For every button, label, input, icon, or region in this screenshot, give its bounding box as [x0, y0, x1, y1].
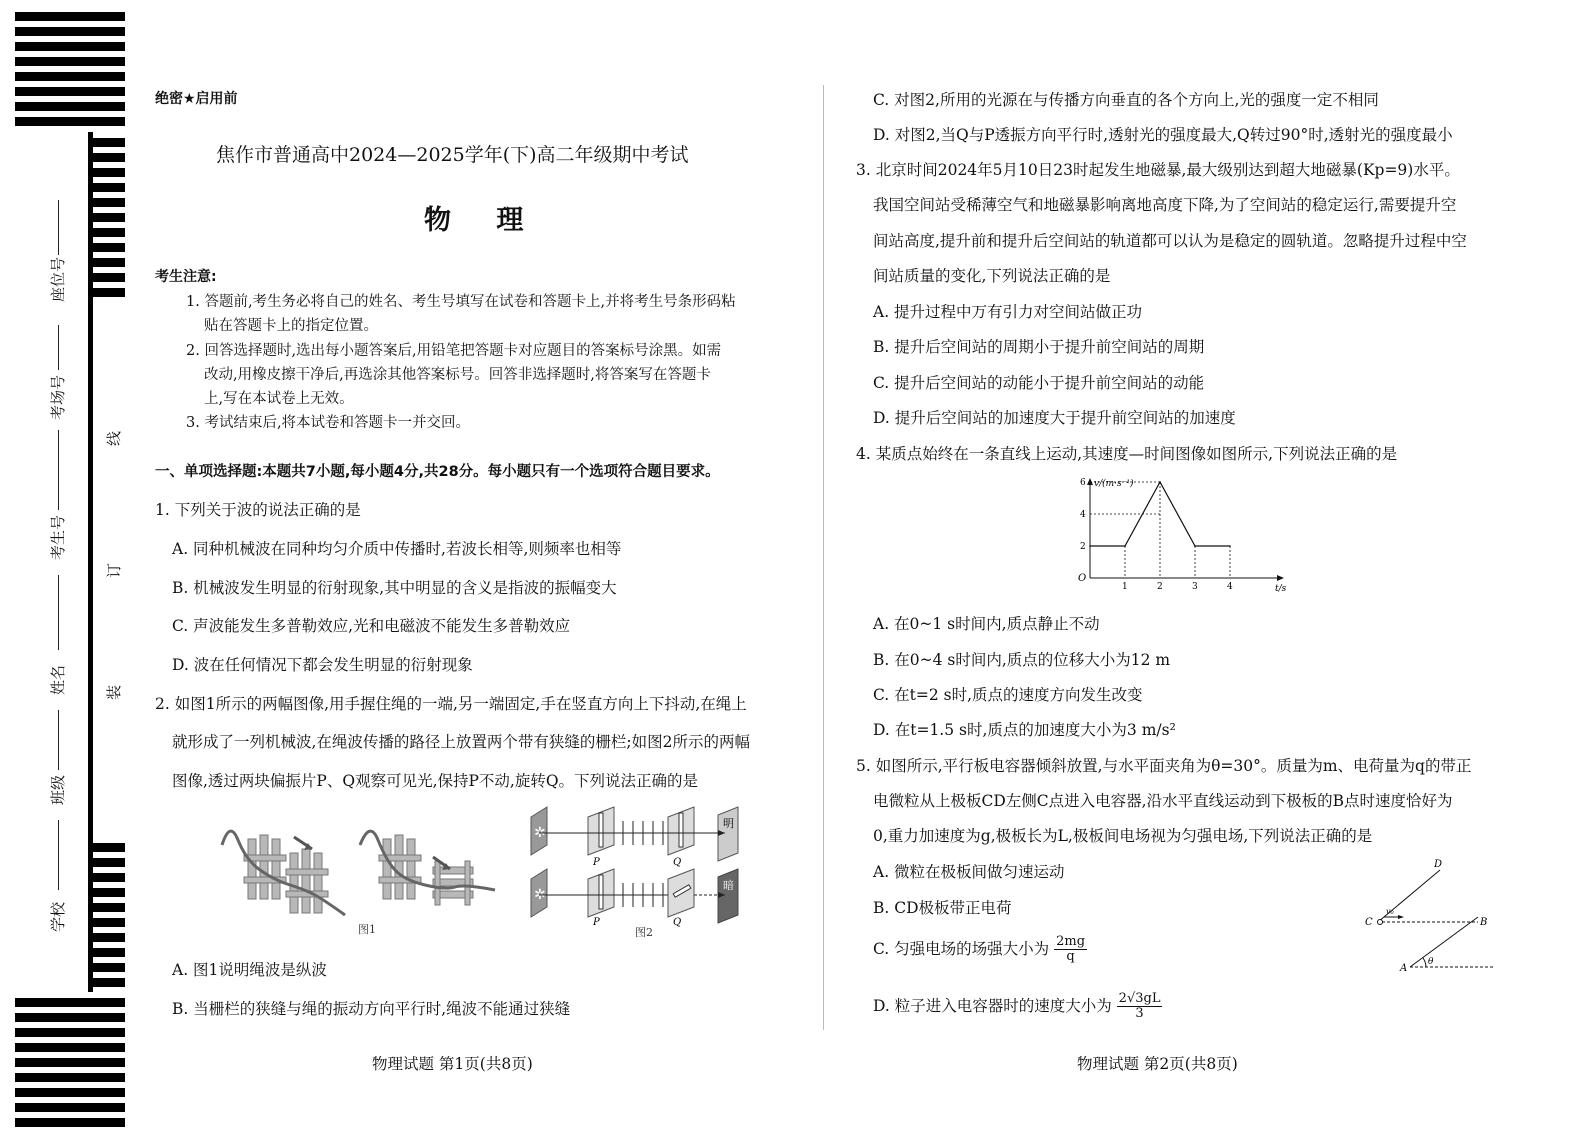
- q3-option-a: A. 提升过程中万有引力对空间站做正功: [873, 303, 1143, 321]
- q2-fig-label-p: P: [593, 857, 600, 868]
- chart-y-tick: 6: [1080, 478, 1086, 488]
- chart-xlabel: t/s: [1275, 584, 1287, 594]
- chart-x-tick: 3: [1192, 582, 1198, 592]
- q3-stem-line: 间站质量的变化,下列说法正确的是: [873, 267, 1111, 285]
- q4-option-d: D. 在t=1.5 s时,质点的加速度大小为3 m/s²: [873, 721, 1176, 739]
- notice-item: 2. 回答选择题时,选出每小题答案后,用铅笔把答题卡对应题目的答案标号涂黑。如需: [186, 343, 722, 359]
- q4-stem: 4. 某质点始终在一条直线上运动,其速度—时间图像如图所示,下列说法正确的是: [856, 445, 1398, 463]
- q2-fig-label-q: Q: [673, 857, 682, 868]
- side-label-room: 考场号: [49, 374, 67, 420]
- q5-stem-line: 电微粒从上极板CD左侧C点进入电容器,沿水平直线运动到下极板的B点时速度恰好为: [873, 792, 1453, 810]
- q5-option-d-row: [873, 992, 1162, 1022]
- q2-stem-line: 图像,透过两块偏振片P、Q观察可见光,保持P不动,旋转Q。下列说法正确的是: [172, 772, 699, 790]
- q5-option-c-fraction: [1054, 935, 1087, 965]
- frac-numerator: 2√3gL: [1118, 991, 1161, 1006]
- q5-option-a: A. 微粒在极板间做匀速运动: [873, 863, 1065, 881]
- subject-title: 物 理: [424, 205, 542, 236]
- q2-figure-2: [525, 805, 750, 940]
- q2-option-c: C. 对图2,所用的光源在与传播方向垂直的各个方向上,光的强度一定不相同: [873, 91, 1379, 109]
- side-blank-school: [58, 820, 59, 890]
- notice-item: 1. 答题前,考生务必将自己的姓名、考生号填写在试卷和答题卡上,并将考生号条形码粘: [186, 294, 736, 310]
- cap-label-b: B: [1480, 917, 1488, 928]
- chart-point: [1124, 545, 1126, 547]
- q2-option-b: B. 当栅栏的狭缝与绳的振动方向平行时,绳波不能通过狭缝: [172, 1000, 571, 1018]
- q3-stem-line: 3. 北京时间2024年5月10日23时起发生地磁暴,最大级别达到超大地磁暴(Kp=9)水平。: [856, 161, 1460, 179]
- page-divider: [823, 85, 824, 1030]
- chart-point: [1194, 545, 1196, 547]
- svg-text:✲: ✲: [534, 825, 546, 841]
- q1-option-b: B. 机械波发生明显的衍射现象,其中明显的含义是指波的振幅变大: [172, 579, 617, 597]
- q2-figure-1: [220, 815, 520, 940]
- q1-option-d: D. 波在任何情况下都会发生明显的衍射现象: [172, 656, 473, 674]
- page-footer-left: 物理试题 第1页(共8页): [372, 1055, 533, 1073]
- q4-option-c: C. 在t=2 s时,质点的速度方向发生改变: [873, 686, 1143, 704]
- chart-x-arrow: [1277, 575, 1284, 581]
- side-label-seat: 座位号: [49, 256, 67, 302]
- chart-point: [1089, 545, 1091, 547]
- cap-label-v0: v₀: [1386, 907, 1394, 916]
- chart-point: [1159, 481, 1161, 483]
- notice-item: 3. 考试结束后,将本试卷和答题卡一并交回。: [186, 415, 471, 431]
- chart-origin: O: [1078, 573, 1087, 584]
- page-footer-right: 物理试题 第2页(共8页): [1077, 1055, 1238, 1073]
- q2-stem-line: 2. 如图1所示的两幅图像,用手握住绳的一端,另一端固定,手在竖直方向上下抖动,在绳上: [155, 695, 747, 713]
- frac-denominator: q: [1066, 949, 1075, 965]
- chart-point: [1229, 545, 1231, 547]
- q5-capacitor-figure: [1360, 855, 1500, 980]
- frac-denominator: 3: [1135, 1006, 1144, 1022]
- chart-y-tick: 2: [1080, 542, 1086, 552]
- q5-stem-line: 0,重力加速度为g,极板长为L,极板间电场视为匀强电场,下列说法正确的是: [873, 827, 1373, 845]
- q2-fig2-caption: 图2: [635, 926, 653, 939]
- q2-option-d: D. 对图2,当Q与P透振方向平行时,透射光的强度最大,Q转过90°时,透射光的强度最小: [873, 126, 1453, 144]
- q2-fig-label-q: Q: [673, 917, 682, 928]
- q2-stem-line: 就形成了一列机械波,在绳波传播的路径上放置两个带有狭缝的栅栏;如图2所示的两幅: [172, 733, 751, 751]
- side-label-exam-id: 考生号: [49, 514, 67, 560]
- q3-stem-line: 我国空间站受稀薄空气和地磁暴影响离地高度下降,为了空间站的稳定运行,需要提升空: [873, 196, 1457, 214]
- q4-option-b: B. 在0~4 s时间内,质点的位移大小为12 m: [873, 651, 1171, 669]
- q2-fig-label-p: P: [593, 917, 600, 928]
- notice-heading: 考生注意:: [155, 269, 217, 285]
- exam-title: 焦作市普通高中2024—2025学年(下)高二年级期中考试: [216, 144, 689, 166]
- q3-option-d: D. 提升后空间站的加速度大于提升前空间站的加速度: [873, 409, 1236, 427]
- notice-item: 上,写在本试卷上无效。: [204, 391, 354, 407]
- q4-option-a: A. 在0~1 s时间内,质点静止不动: [873, 615, 1100, 633]
- q5-option-c-row: [873, 935, 1087, 965]
- q5-option-d-fraction: [1117, 992, 1163, 1022]
- side-blank-seat: [58, 200, 59, 255]
- side-label-name: 姓名: [49, 664, 67, 695]
- q5-option-d: D. 粒子进入电容器时的速度大小为: [873, 996, 1112, 1015]
- q2-fig-label-dark: 暗: [723, 879, 734, 892]
- notice-item: 改动,用橡皮擦干净后,再选涂其他答案标号。回答非选择题时,将答案写在答题卡: [204, 367, 711, 383]
- svg-text:✲: ✲: [534, 887, 546, 903]
- frac-numerator: 2mg: [1056, 934, 1086, 949]
- side-label-class: 班级: [49, 774, 67, 805]
- bind-mark-bind: 装: [105, 684, 123, 700]
- bind-mark-line: 线: [105, 430, 123, 446]
- q1-option-a: A. 同种机械波在同种均匀介质中传播时,若波长相等,则频率也相等: [172, 540, 622, 558]
- side-blank-class: [58, 710, 59, 770]
- q5-stem-line: 5. 如图所示,平行板电容器倾斜放置,与水平面夹角为θ=30°。质量为m、电荷量为q的带正: [856, 757, 1472, 775]
- chart-y-arrow: [1087, 478, 1093, 485]
- q4-vt-chart: [1070, 475, 1295, 600]
- cap-label-theta: θ: [1428, 957, 1434, 967]
- chart-y-tick: 4: [1080, 510, 1086, 520]
- q5-option-b: B. CD极板带正电荷: [873, 899, 1012, 917]
- q2-fig1-caption: 图1: [358, 923, 376, 936]
- side-blank-exam-id: [58, 430, 59, 510]
- chart-ylabel: v/(m·s⁻¹): [1094, 479, 1134, 489]
- side-label-school: 学校: [49, 901, 67, 932]
- section-heading: 一、单项选择题:本题共7小题,每小题4分,共28分。每小题只有一个选项符合题目要求。: [155, 464, 720, 480]
- q3-stem-line: 间站高度,提升前和提升后空间站的轨道都可以认为是稳定的圆轨道。忽略提升过程中空: [873, 232, 1467, 250]
- chart-x-tick: 2: [1157, 582, 1163, 592]
- q2-option-a: A. 图1说明绳波是纵波: [172, 961, 327, 979]
- q5-option-c: C. 匀强电场的场强大小为: [873, 939, 1050, 958]
- cap-label-d: D: [1434, 859, 1443, 870]
- q3-option-c: C. 提升后空间站的动能小于提升前空间站的动能: [873, 374, 1205, 392]
- chart-x-tick: 1: [1122, 582, 1128, 592]
- side-blank-name: [58, 575, 59, 650]
- bind-mark-staple: 订: [105, 562, 123, 578]
- side-blank-room: [58, 325, 59, 370]
- q1-stem: 1. 下列关于波的说法正确的是: [155, 501, 361, 519]
- q1-option-c: C. 声波能发生多普勒效应,光和电磁波不能发生多普勒效应: [172, 617, 571, 635]
- q3-option-b: B. 提升后空间站的周期小于提升前空间站的周期: [873, 338, 1205, 356]
- chart-x-tick: 4: [1227, 582, 1233, 592]
- q2-fig-label-bright: 明: [723, 817, 734, 830]
- cap-label-a: A: [1400, 963, 1408, 974]
- cap-label-c: C: [1365, 917, 1373, 928]
- secret-mark: 绝密★启用前: [155, 91, 238, 107]
- notice-item: 贴在答题卡上的指定位置。: [204, 318, 378, 334]
